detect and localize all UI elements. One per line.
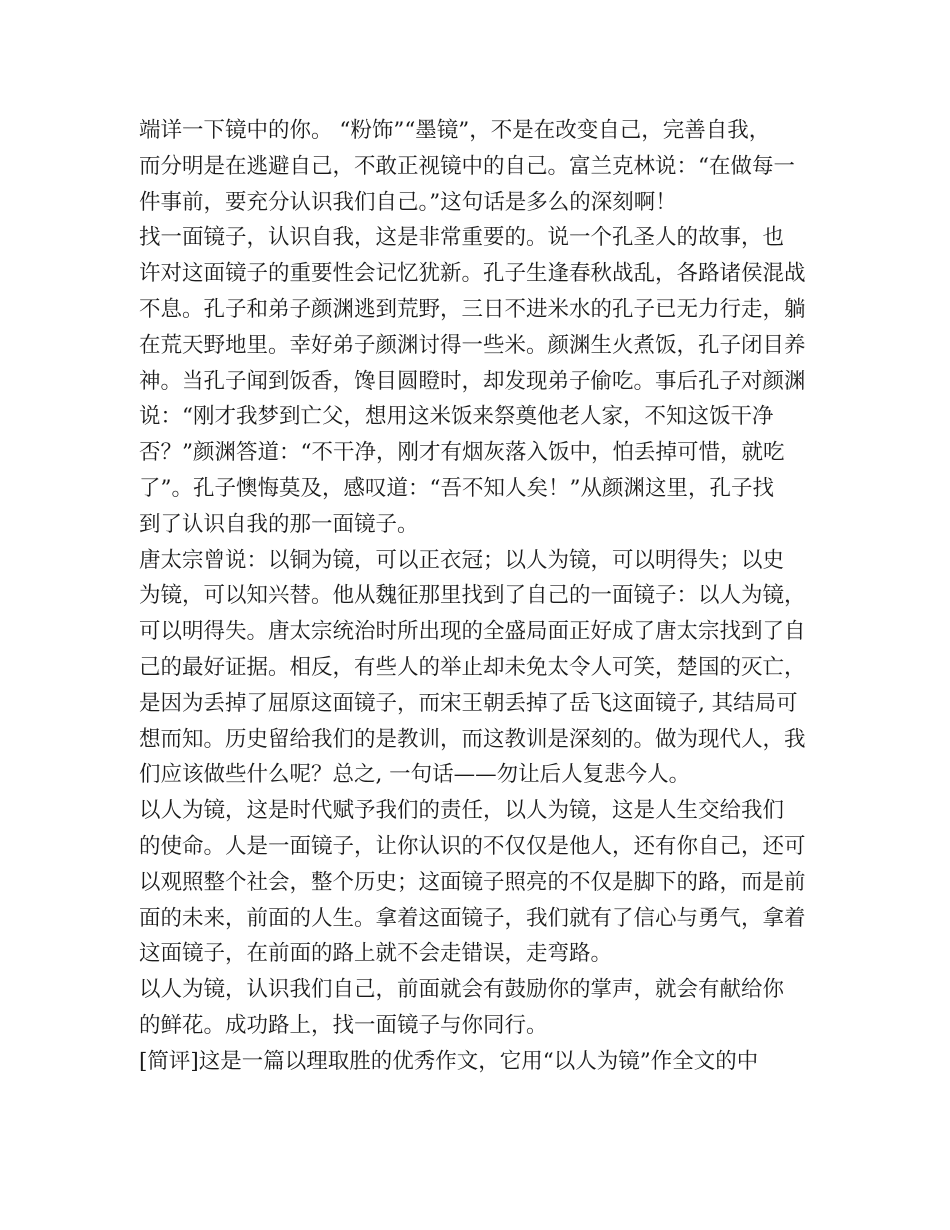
text-line: 到了认识自我的那一面镜子。 bbox=[139, 511, 419, 537]
text-line: 神。当孔子闻到饭香，馋目圆瞪时，却发现弟子偷吃。事后孔子对颜渊 bbox=[139, 368, 806, 394]
text-line: 是因为丢掉了屈原这面镜子，而宋王朝丢掉了岳飞这面镜子, 其结局可 bbox=[139, 690, 798, 716]
text-line: 为镜，可以知兴替。他从魏征那里找到了自己的一面镜子：以人为镜， bbox=[139, 583, 806, 609]
text-line: 面的未来，前面的人生。拿着这面镜子，我们就有了信心与勇气，拿着 bbox=[139, 905, 806, 931]
text-line: 这面镜子，在前面的路上就不会走错误，走弯路。 bbox=[139, 941, 613, 967]
text-line: [简评]这是一篇以理取胜的优秀作文，它用“以人为镜”作全文的中 bbox=[139, 1048, 759, 1074]
text-line: 在荒天野地里。幸好弟子颜渊讨得一些米。颜渊生火煮饭，孔子闭目养 bbox=[139, 332, 806, 358]
text-line: 说：“刚才我梦到亡父，想用这米饭来祭奠他老人家，不知这饭干净 bbox=[139, 404, 774, 430]
text-line: 唐太宗曾说：以铜为镜，可以正衣冠；以人为镜，可以明得失；以史 bbox=[139, 547, 785, 573]
text-line: 以观照整个社会，整个历史；这面镜子照亮的不仅是脚下的路，而是前 bbox=[139, 869, 806, 895]
text-line: 而分明是在逃避自己，不敢正视镜中的自己。富兰克林说：“在做每一 bbox=[139, 153, 795, 179]
text-line: 们应该做些什么呢？总之, 一句话——勿让后人复悲今人。 bbox=[139, 762, 691, 788]
essay-text bbox=[139, 113, 829, 1080]
text-line: 端详一下镜中的你。 “粉饰”“墨镜”，不是在改变自己，完善自我， bbox=[139, 118, 771, 143]
text-line: 想而知。历史留给我们的是教训，而这教训是深刻的。做为现代人，我 bbox=[139, 726, 806, 752]
text-line: 不息。孔子和弟子颜渊逃到荒野，三日不进米水的孔子已无力行走，躺 bbox=[139, 296, 806, 322]
text-line: 可以明得失。唐太宗统治时所出现的全盛局面正好成了唐太宗找到了自 bbox=[139, 619, 806, 645]
text-line: 的鲜花。成功路上，找一面镜子与你同行。 bbox=[139, 1012, 548, 1038]
text-line: 以人为镜，认识我们自己，前面就会有鼓励你的掌声，就会有献给你 bbox=[139, 977, 785, 1003]
text-line: 找一面镜子，认识自我，这是非常重要的。说一个孔圣人的故事，也 bbox=[139, 225, 785, 251]
text-line: 己的最好证据。相反，有些人的举止却未免太令人可笑，楚国的灭亡， bbox=[139, 654, 806, 680]
text-line: 的使命。人是一面镜子，让你认识的不仅仅是他人，还有你自己，还可 bbox=[139, 833, 806, 859]
text-line: 以人为镜，这是时代赋予我们的责任，以人为镜，这是人生交给我们 bbox=[139, 798, 785, 824]
text-line: 否？”颜渊答道：“不干净，刚才有烟灰落入饭中，怕丢掉可惜，就吃 bbox=[139, 440, 785, 466]
text-line: 了”。孔子懊悔莫及，感叹道：“吾不知人矣！”从颜渊这里，孔子找 bbox=[139, 475, 774, 501]
text-line: 许对这面镜子的重要性会记忆犹新。孔子生逢春秋战乱，各路诸侯混战 bbox=[139, 261, 806, 287]
text-line: 件事前，要充分认识我们自己。”这句话是多么的深刻啊！ bbox=[139, 189, 677, 215]
